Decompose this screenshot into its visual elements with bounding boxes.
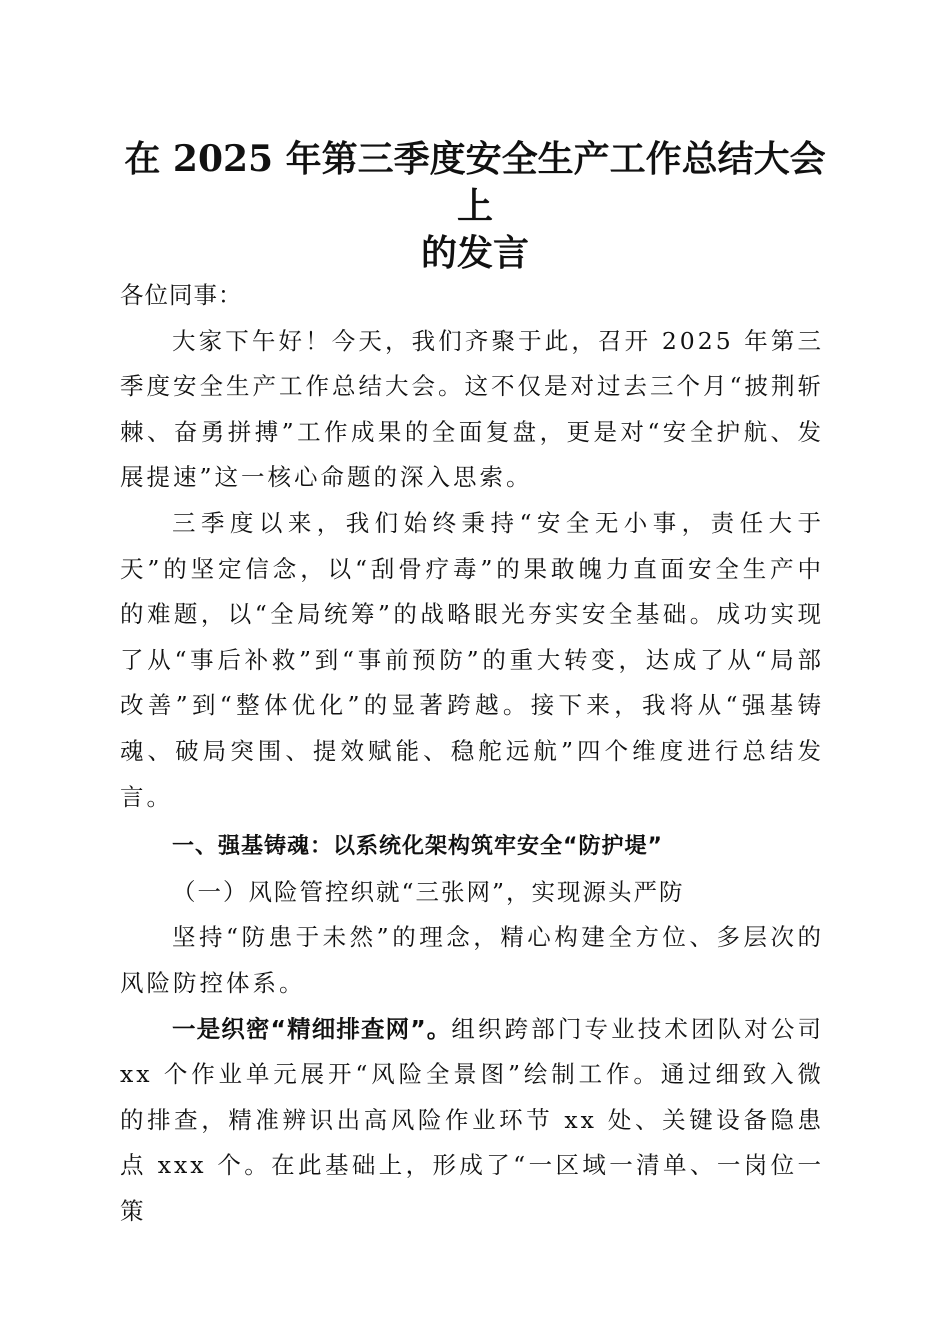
paragraph-lead-phrase: 一是织密“精细排查网”。: [172, 1014, 452, 1043]
paragraph-inspection-net: [120, 1007, 824, 1235]
title-line-2: 的发言: [420, 232, 529, 274]
greeting: 各位同事：: [120, 281, 243, 309]
paragraph-opening: 大家下午好！今天，我们齐聚于此，召开 2025 年第三季度安全生产工作总结大会。这不仅是对过去三个月“披荆斩棘、奋勇拼搏”工作成果的全面复盘，更是对“安全护航、发展提速”这一核心命题的深入思索。: [120, 326, 825, 492]
paragraph-inspection-text: 组织跨部门专业技术团队对公司 xx 个作业单元展开“风险全景图”绘制工作。通过细致入微的排查，精准辨识出高风险作业环节 xx 处、关键设备隐患点 xxx 个。在此基础上，形成了“一区域一清单、一岗位一策: [120, 1014, 825, 1225]
paragraph-risk-control: 坚持“防患于未然”的理念，精心构建全方位、多层次的风险防控体系。: [120, 923, 824, 997]
title-line-1: 在 2025 年第三季度安全生产工作总结大会上: [124, 138, 826, 227]
paragraph-overview: 三季度以来，我们始终秉持“安全无小事，责任大于天”的坚定信念，以“刮骨疗毒”的果敢魄力直面安全生产中的难题，以“全局统筹”的战略眼光夯实安全基础。成功实现了从“事后补救”到“事前预防”的重大转变，达成了从“局部改善”到“整体优化”的显著跨越。接下来，我将从“强基铸魂、破局突围、提效赋能、稳舵远航”四个维度进行总结发言。: [120, 508, 824, 811]
document-title: [120, 136, 830, 277]
subsection-heading-1: （一）风险管控织就“三张网”，实现源头严防: [172, 877, 685, 906]
section-heading-1: 一、强基铸魂：以系统化架构筑牢安全“防护堤”: [172, 834, 663, 860]
document-body: [120, 273, 824, 1234]
